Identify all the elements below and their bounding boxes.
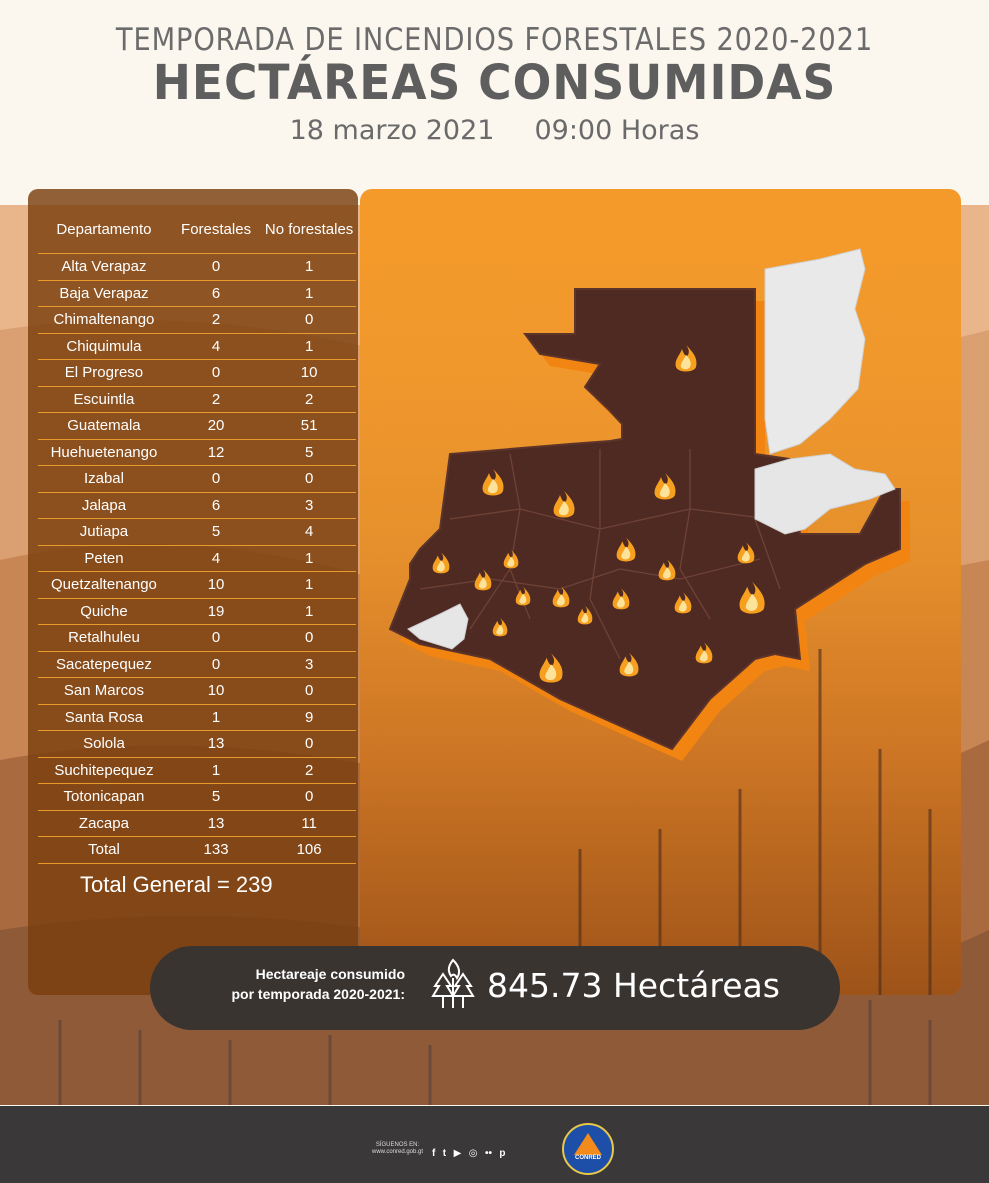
cell-forestales: 5 [170, 784, 262, 811]
cell-forestales: 1 [170, 757, 262, 784]
cell-forestales: 13 [170, 731, 262, 758]
cell-departamento: San Marcos [38, 678, 170, 705]
summary-label [180, 964, 405, 1004]
table-header-row [38, 207, 356, 254]
guatemala-map [360, 189, 961, 995]
cell-forestales: 0 [170, 254, 262, 281]
conred-triangle-icon [574, 1133, 602, 1155]
table-row [38, 810, 356, 837]
cell-departamento: Peten [38, 545, 170, 572]
table-row [38, 757, 356, 784]
cell-no-forestales: 0 [262, 784, 356, 811]
cell-no-forestales: 1 [262, 333, 356, 360]
table-row [38, 333, 356, 360]
table-row [38, 625, 356, 652]
header-time: 09:00 Horas [534, 115, 700, 146]
table-row [38, 307, 356, 334]
cell-no-forestales: 9 [262, 704, 356, 731]
table-row [38, 545, 356, 572]
cell-forestales: 0 [170, 625, 262, 652]
table-row [38, 439, 356, 466]
cell-departamento: Santa Rosa [38, 704, 170, 731]
cell-departamento: Totonicapan [38, 784, 170, 811]
cell-departamento: Retalhuleu [38, 625, 170, 652]
table-row [38, 466, 356, 493]
total-label: Total [38, 837, 170, 864]
cell-departamento: Zacapa [38, 810, 170, 837]
cell-departamento: Jutiapa [38, 519, 170, 546]
cell-no-forestales: 3 [262, 651, 356, 678]
cell-departamento: Chiquimula [38, 333, 170, 360]
cell-forestales: 20 [170, 413, 262, 440]
cell-no-forestales: 5 [262, 439, 356, 466]
cell-departamento: Escuintla [38, 386, 170, 413]
table-row [38, 413, 356, 440]
youtube-icon[interactable]: ▶ [453, 1148, 462, 1159]
table-row [38, 598, 356, 625]
table-body [38, 254, 356, 864]
table-row [38, 360, 356, 387]
cell-forestales: 0 [170, 360, 262, 387]
cell-no-forestales: 4 [262, 519, 356, 546]
table-row [38, 784, 356, 811]
cell-departamento: Baja Verapaz [38, 280, 170, 307]
table-panel [28, 189, 358, 995]
cell-no-forestales: 0 [262, 307, 356, 334]
cell-forestales: 0 [170, 466, 262, 493]
cell-no-forestales: 2 [262, 757, 356, 784]
cell-forestales: 6 [170, 492, 262, 519]
conred-logo-text: CONRED [574, 1155, 601, 1161]
cell-forestales: 19 [170, 598, 262, 625]
cell-forestales: 6 [170, 280, 262, 307]
cell-no-forestales: 51 [262, 413, 356, 440]
table-row [38, 280, 356, 307]
cell-forestales: 12 [170, 439, 262, 466]
cell-departamento: El Progreso [38, 360, 170, 387]
cell-no-forestales: 2 [262, 386, 356, 413]
header-title-line2: HECTÁREAS CONSUMIDAS [152, 55, 837, 111]
header-datetime [0, 115, 989, 146]
pinterest-icon[interactable]: p [499, 1148, 506, 1159]
twitter-icon[interactable]: t [442, 1148, 447, 1159]
cell-no-forestales: 1 [262, 572, 356, 599]
summary-label-line1: Hectareaje consumido [255, 966, 405, 982]
cell-forestales: 4 [170, 545, 262, 572]
cell-no-forestales: 11 [262, 810, 356, 837]
header-no-forestales: No forestales [262, 207, 356, 254]
cell-no-forestales: 0 [262, 678, 356, 705]
cell-forestales: 2 [170, 307, 262, 334]
facebook-icon[interactable]: f [432, 1148, 436, 1159]
cell-no-forestales: 0 [262, 731, 356, 758]
department-table [38, 207, 356, 864]
table-row [38, 386, 356, 413]
table-row [38, 704, 356, 731]
cell-no-forestales: 3 [262, 492, 356, 519]
cell-departamento: Jalapa [38, 492, 170, 519]
table-row [38, 254, 356, 281]
summary-pill [150, 946, 840, 1030]
cell-forestales: 0 [170, 651, 262, 678]
cell-no-forestales: 1 [262, 545, 356, 572]
summary-label-line2: por temporada 2020-2021: [231, 986, 405, 1002]
table-row [38, 678, 356, 705]
cell-forestales: 10 [170, 572, 262, 599]
table-row [38, 519, 356, 546]
social-icons [432, 1143, 509, 1161]
cell-departamento: Solola [38, 731, 170, 758]
cell-departamento: Chimaltenango [38, 307, 170, 334]
cell-departamento: Alta Verapaz [38, 254, 170, 281]
header-forestales: Forestales [170, 207, 262, 254]
map-panel [360, 189, 961, 995]
total-no-forestales: 106 [262, 837, 356, 864]
cell-no-forestales: 0 [262, 466, 356, 493]
cell-forestales: 1 [170, 704, 262, 731]
total-general: Total General = 239 [80, 872, 273, 897]
cell-departamento: Izabal [38, 466, 170, 493]
follow-label: SÍGUENOS EN: [375, 1142, 420, 1148]
table-row [38, 492, 356, 519]
cell-departamento: Suchitepequez [38, 757, 170, 784]
footer [0, 1106, 989, 1183]
cell-departamento: Guatemala [38, 413, 170, 440]
table-total-row [38, 837, 356, 864]
cell-forestales: 13 [170, 810, 262, 837]
forest-fire-icon [425, 956, 481, 1016]
cell-no-forestales: 0 [262, 625, 356, 652]
cell-forestales: 10 [170, 678, 262, 705]
follow-text [372, 1142, 423, 1156]
website[interactable]: www.conred.gob.gt [372, 1149, 424, 1155]
flickr-icon[interactable]: •• [484, 1148, 492, 1159]
header-departamento: Departamento [38, 207, 170, 254]
cell-no-forestales: 1 [262, 254, 356, 281]
header [0, 0, 989, 170]
cell-forestales: 2 [170, 386, 262, 413]
cell-no-forestales: 10 [262, 360, 356, 387]
cell-no-forestales: 1 [262, 280, 356, 307]
cell-forestales: 4 [170, 333, 262, 360]
cell-no-forestales: 1 [262, 598, 356, 625]
header-date: 18 marzo 2021 [289, 115, 495, 146]
table-row [38, 651, 356, 678]
instagram-icon[interactable]: ◎ [468, 1148, 478, 1159]
cell-forestales: 5 [170, 519, 262, 546]
table-row [38, 572, 356, 599]
total-forestales: 133 [170, 837, 262, 864]
cell-departamento: Quetzaltenango [38, 572, 170, 599]
summary-value: 845.73 Hectáreas [487, 966, 780, 1005]
table-row [38, 731, 356, 758]
header-title-line1: TEMPORADA DE INCENDIOS FORESTALES 2020-2021 [115, 22, 874, 58]
cell-departamento: Sacatepequez [38, 651, 170, 678]
cell-departamento: Quiche [38, 598, 170, 625]
cell-departamento: Huehuetenango [38, 439, 170, 466]
conred-logo [562, 1123, 614, 1175]
